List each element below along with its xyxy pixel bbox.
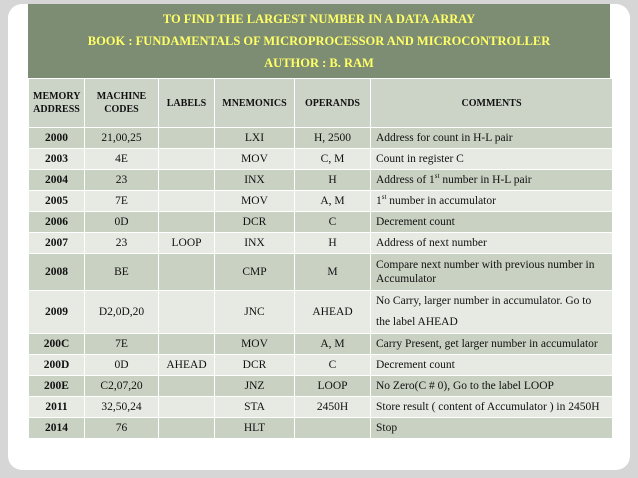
mnemonic-cell: JNC: [215, 291, 295, 334]
title-line: TO FIND THE LARGEST NUMBER IN A DATA ARRAY: [162, 12, 476, 26]
author-line: AUTHOR : B. RAM: [264, 56, 374, 70]
table-row: [29, 291, 613, 334]
address-cell: 2011: [29, 397, 85, 418]
label-cell: [159, 376, 215, 397]
operand-cell: M: [295, 254, 371, 291]
address-cell: 200E: [29, 376, 85, 397]
mnemonic-cell: HLT: [215, 418, 295, 439]
address-cell: 200C: [29, 334, 85, 355]
comment-cell: No Zero(C # 0), Go to the label LOOP: [371, 376, 613, 397]
label-cell: [159, 128, 215, 149]
table-row: [29, 397, 613, 418]
operand-cell: A, M: [295, 191, 371, 212]
codes-cell: 4E: [85, 149, 159, 170]
codes-cell: 7E: [85, 191, 159, 212]
mnemonic-cell: MOV: [215, 149, 295, 170]
title-banner: [28, 4, 610, 78]
label-cell: [159, 254, 215, 291]
address-cell: 2007: [29, 233, 85, 254]
label-cell: [159, 191, 215, 212]
label-cell: [159, 170, 215, 191]
codes-cell: D2,0D,20: [85, 291, 159, 334]
col-comments: COMMENTS: [371, 79, 613, 128]
operand-cell: LOOP: [295, 376, 371, 397]
table-row: [29, 212, 613, 233]
mnemonic-cell: JNZ: [215, 376, 295, 397]
operand-cell: H: [295, 233, 371, 254]
codes-cell: 7E: [85, 334, 159, 355]
table-row: [29, 355, 613, 376]
operand-cell: C: [295, 212, 371, 233]
comment-cell: Decrement count: [371, 355, 613, 376]
comment-cell: Carry Present, get larger number in accumulator: [371, 334, 613, 355]
table-row: [29, 418, 613, 439]
label-cell: [159, 397, 215, 418]
address-cell: 2009: [29, 291, 85, 334]
table-row: [29, 149, 613, 170]
mnemonic-cell: DCR: [215, 212, 295, 233]
comment-cell: Count in register C: [371, 149, 613, 170]
address-cell: 200D: [29, 355, 85, 376]
codes-cell: 23: [85, 170, 159, 191]
mnemonic-cell: INX: [215, 233, 295, 254]
col-memory-address: MEMORY ADDRESS: [29, 79, 85, 128]
codes-cell: 0D: [85, 355, 159, 376]
label-cell: [159, 149, 215, 170]
table-row: [29, 376, 613, 397]
table-row: [29, 170, 613, 191]
col-operands: OPERANDS: [295, 79, 371, 128]
label-cell: [159, 334, 215, 355]
mnemonic-cell: LXI: [215, 128, 295, 149]
comment-cell: Address of 1st number in H-L pair: [371, 170, 613, 191]
label-cell: AHEAD: [159, 355, 215, 376]
program-table: [28, 78, 613, 439]
codes-cell: 21,00,25: [85, 128, 159, 149]
label-cell: [159, 418, 215, 439]
comment-cell: No Carry, larger number in accumulator. Go to the label AHEAD: [371, 291, 613, 334]
operand-cell: A, M: [295, 334, 371, 355]
comment-cell: Store result ( content of Accumulator ) in 2450H: [371, 397, 613, 418]
codes-cell: 76: [85, 418, 159, 439]
codes-cell: 32,50,24: [85, 397, 159, 418]
address-cell: 2006: [29, 212, 85, 233]
comment-cell: Compare next number with previous number in Accumulator: [371, 254, 613, 291]
col-machine-codes: MACHINE CODES: [85, 79, 159, 128]
comment-cell: Address for count in H-L pair: [371, 128, 613, 149]
codes-cell: 0D: [85, 212, 159, 233]
table-row: [29, 233, 613, 254]
address-cell: 2008: [29, 254, 85, 291]
operand-cell: AHEAD: [295, 291, 371, 334]
label-cell: [159, 291, 215, 334]
table-row: [29, 254, 613, 291]
address-cell: 2003: [29, 149, 85, 170]
codes-cell: BE: [85, 254, 159, 291]
table-row: [29, 128, 613, 149]
mnemonic-cell: MOV: [215, 334, 295, 355]
codes-cell: C2,07,20: [85, 376, 159, 397]
operand-cell: 2450H: [295, 397, 371, 418]
operand-cell: C, M: [295, 149, 371, 170]
operand-cell: H, 2500: [295, 128, 371, 149]
mnemonic-cell: DCR: [215, 355, 295, 376]
mnemonic-cell: STA: [215, 397, 295, 418]
mnemonic-cell: MOV: [215, 191, 295, 212]
table-row: [29, 191, 613, 212]
address-cell: 2000: [29, 128, 85, 149]
label-cell: [159, 212, 215, 233]
comment-cell: Address of next number: [371, 233, 613, 254]
table-header-row: [29, 79, 613, 128]
comment-cell: Stop: [371, 418, 613, 439]
codes-cell: 23: [85, 233, 159, 254]
mnemonic-cell: INX: [215, 170, 295, 191]
operand-cell: H: [295, 170, 371, 191]
col-mnemonics: MNEMONICS: [215, 79, 295, 128]
operand-cell: [295, 418, 371, 439]
address-cell: 2014: [29, 418, 85, 439]
col-labels: LABELS: [159, 79, 215, 128]
address-cell: 2005: [29, 191, 85, 212]
comment-cell: Decrement count: [371, 212, 613, 233]
table-row: [29, 334, 613, 355]
label-cell: LOOP: [159, 233, 215, 254]
mnemonic-cell: CMP: [215, 254, 295, 291]
address-cell: 2004: [29, 170, 85, 191]
comment-cell: 1st number in accumulator: [371, 191, 613, 212]
operand-cell: C: [295, 355, 371, 376]
book-line: BOOK : FUNDAMENTALS OF MICROPROCESSOR AND MICROCONTROLLER: [87, 34, 551, 48]
